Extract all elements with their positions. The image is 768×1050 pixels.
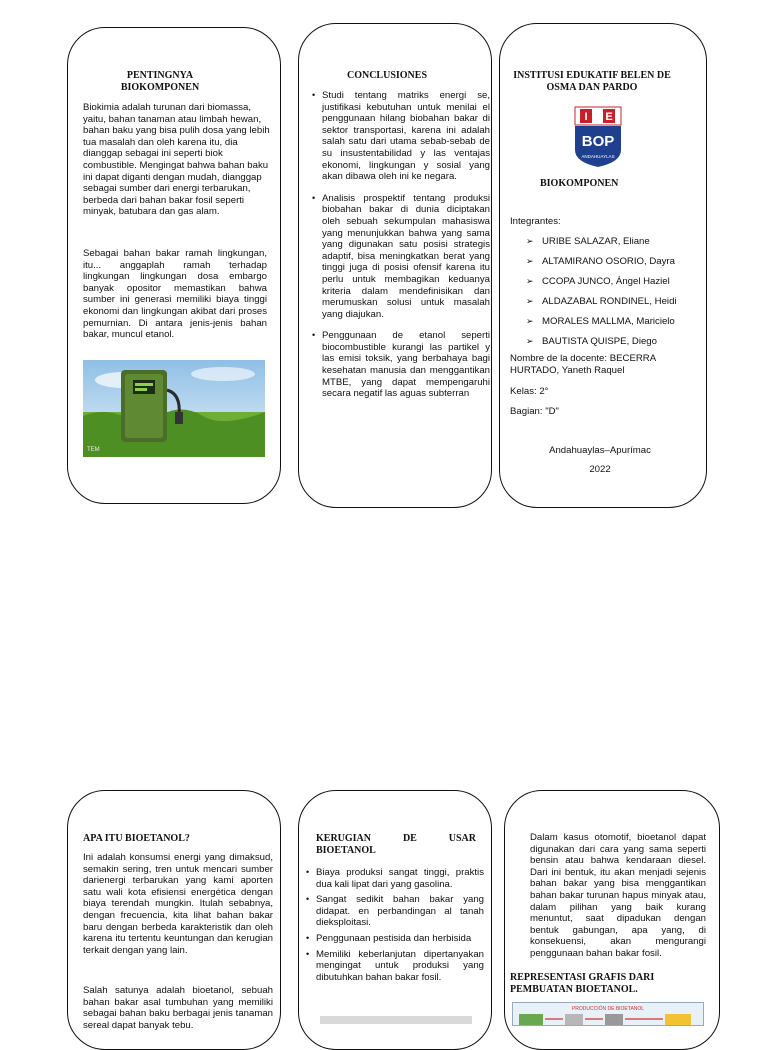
member-item: ➢ URIBE SALAZAR, Eliane <box>526 236 706 248</box>
conclusion-item-2: • Analisis prospektif tentang produksi biobahan bakar di dunia diciptakan oleh sebuah sekumpulan mahasiswa yang menunjukkan bahwa yang sama yang digunakan satu posisi strategis adaptif, bisa meningkatkan berat yang tinggi juga di posisi ofensif karena itu perlu untuk membagikan keduanya kriteria dalam mendefinisikan dan merumuskan solusi untuk masalah yang diajukan. <box>312 193 490 321</box>
logo-letter-i: I <box>584 111 588 123</box>
member-item: ➢ CCOPA JUNCO, Ángel Haziel <box>526 276 706 288</box>
conclusiones-list <box>312 90 490 410</box>
panel1-title: PENTINGNYA BIOKOMPONEN <box>120 70 200 93</box>
bagian-label: Bagian: "D" <box>510 406 559 417</box>
panel6-paragraph: Dalam kasus otomotif, bioetanol dapat digunakan dari cara yang sama seperti bensin atau bahwa kendaraan diesel. Dari ini bentuk, itu akan menjadi sejenis bahan bakar yang bisa menggantikan bahan bakar turunan hapus minyak atau, dalam pilihan yang baik kurang menuntut, saat dipadukan dengan bentuk gabungan, apa yang, di konsekuensi, akan mengurangi penggunaan bahan bakar fosil. <box>530 832 706 959</box>
panel1-paragraph-2: Sebagai bahan bakar ramah lingkungan, itu... anggaplah ramah terhadap lingkungan lingkungan dosa embargo banyak opositor memastikan bahwa sumber ini generasi memiliki biaya tinggi ekonomi dan lingkungan akibat dari proses pemurnian. Di antara jenis-jenis bahan bakar, muncul etanol. <box>83 248 267 341</box>
panel2-title: CONCLUSIONES <box>346 70 428 81</box>
photo-caption: TEM <box>87 447 100 453</box>
members-list <box>526 236 706 357</box>
panel5-title: KERUGIAN DE USAR BIOETANOL <box>316 833 476 856</box>
diagram-title: PRODUCCIÓN DE BIOETANOL <box>571 1006 645 1012</box>
ethanol-pump-photo <box>83 360 265 457</box>
panel4-paragraph-2: Salah satunya adalah bioetanol, sebuah bahan bakar asal tumbuhan yang memiliki sebagai bahan baku berbagai jenis tanaman sereal dapat banyak tebu. <box>83 985 273 1031</box>
member-item: ➢ ALDAZABAL RONDINEL, Heidi <box>526 296 706 308</box>
school-logo <box>573 106 623 168</box>
integrantes-label: Integrantes: <box>510 216 561 227</box>
kerugian-item-3: • Penggunaan pestisida dan herbisida <box>306 933 484 945</box>
member-item: ➢ ALTAMIRANO OSORIO, Dayra <box>526 256 706 268</box>
docente-name: Nombre de la docente: BECERRA HURTADO, Yaneth Raquel <box>510 353 656 376</box>
year-label: 2022 <box>589 464 611 475</box>
kerugian-item-2: • Sangat sedikit bahan bakar yang didapat. en perbandingan al tanah dieksploitasi. <box>306 894 484 929</box>
panel4-title: APA ITU BIOETANOL? <box>83 833 190 844</box>
logo-sub-text: ANDAHUAYLAS <box>581 154 615 159</box>
institution-name: INSTITUSI EDUKATIF BELEN DE OSMA DAN PARDO <box>513 70 671 93</box>
conclusion-item-1: • Studi tentang matriks energi se, justifikasi kebutuhan untuk menilai el penggunaan hilang biobahan bakar di sektor transportasi, karena ini adalah salah satu dari utama sebab-sebab de su insustentabilidad y las ventajas ekonomi, lingkungan y sosial yang akan dibawa oleh ini ke negara. <box>312 90 490 183</box>
logo-letter-e: E <box>605 111 613 123</box>
logo-bop-text: BOP <box>581 133 615 150</box>
member-item: ➢ BAUTISTA QUISPE, Diego <box>526 336 706 348</box>
kerugian-item-1: • Biaya produksi sangat tinggi, praktis dua kali lipat dari yang gasolina. <box>306 867 484 890</box>
bioetanol-production-diagram <box>512 1002 704 1026</box>
bottom-photo-strip <box>320 1016 472 1024</box>
kerugian-list <box>306 867 484 993</box>
panel4-paragraph-1: Ini adalah konsumsi energi yang dimaksud, semakin sering, tren untuk mencari sumber darienergi terbarukan yang kami aporten satu wali kota efisiensi energética dengan biaya terendah mungkin. Itulah sebabnya, dengan frecuencia, kita lihat bahan bakar baru dengan berbeda karakteristik dan oleh karena itu tertentu keuntungan dan kerugian terkait dengan yang lain. <box>83 852 273 956</box>
panel6-title: REPRESENTASI GRAFIS DARI PEMBUATAN BIOETANOL. <box>510 972 655 995</box>
member-item: ➢ MORALES MALLMA, Maricielo <box>526 316 706 328</box>
kerugian-item-4: • Memiliki keberlanjutan dipertanyakan mengingat untuk produksi yang dibutuhkan bahan bakar fosil. <box>306 949 484 984</box>
kelas-label: Kelas: 2° <box>510 386 549 397</box>
panel1-paragraph-1: Biokimia adalah turunan dari biomassa, yaitu, bahan tanaman atau limbah hewan, bahan baku yang bisa pulih dosa yang lebih tua masalah dan oleh karena itu, dia dianggap sebagai ini seperti biok combustible. Mengingat bahwa bahan baku ini dapat diganti dengan mudah, dianggap sebagai sumber dari energi terbarukan, berbeda dari bahan bakar fosil seperti minyak, batubara dan gas alam. <box>83 102 270 218</box>
conclusion-item-3: • Penggunaan de etanol seperti biocombustible kurangi las partikel y las emisi toksik, yang berbahaya bagi kesehatan manusia dan menggantikan MTBE, yang dapat mempengaruhi secara negatif las aguas subterran <box>312 330 490 400</box>
cover-subtitle: BIOKOMPONEN <box>540 178 619 189</box>
place-label: Andahuaylas–Apurímac <box>549 445 651 456</box>
